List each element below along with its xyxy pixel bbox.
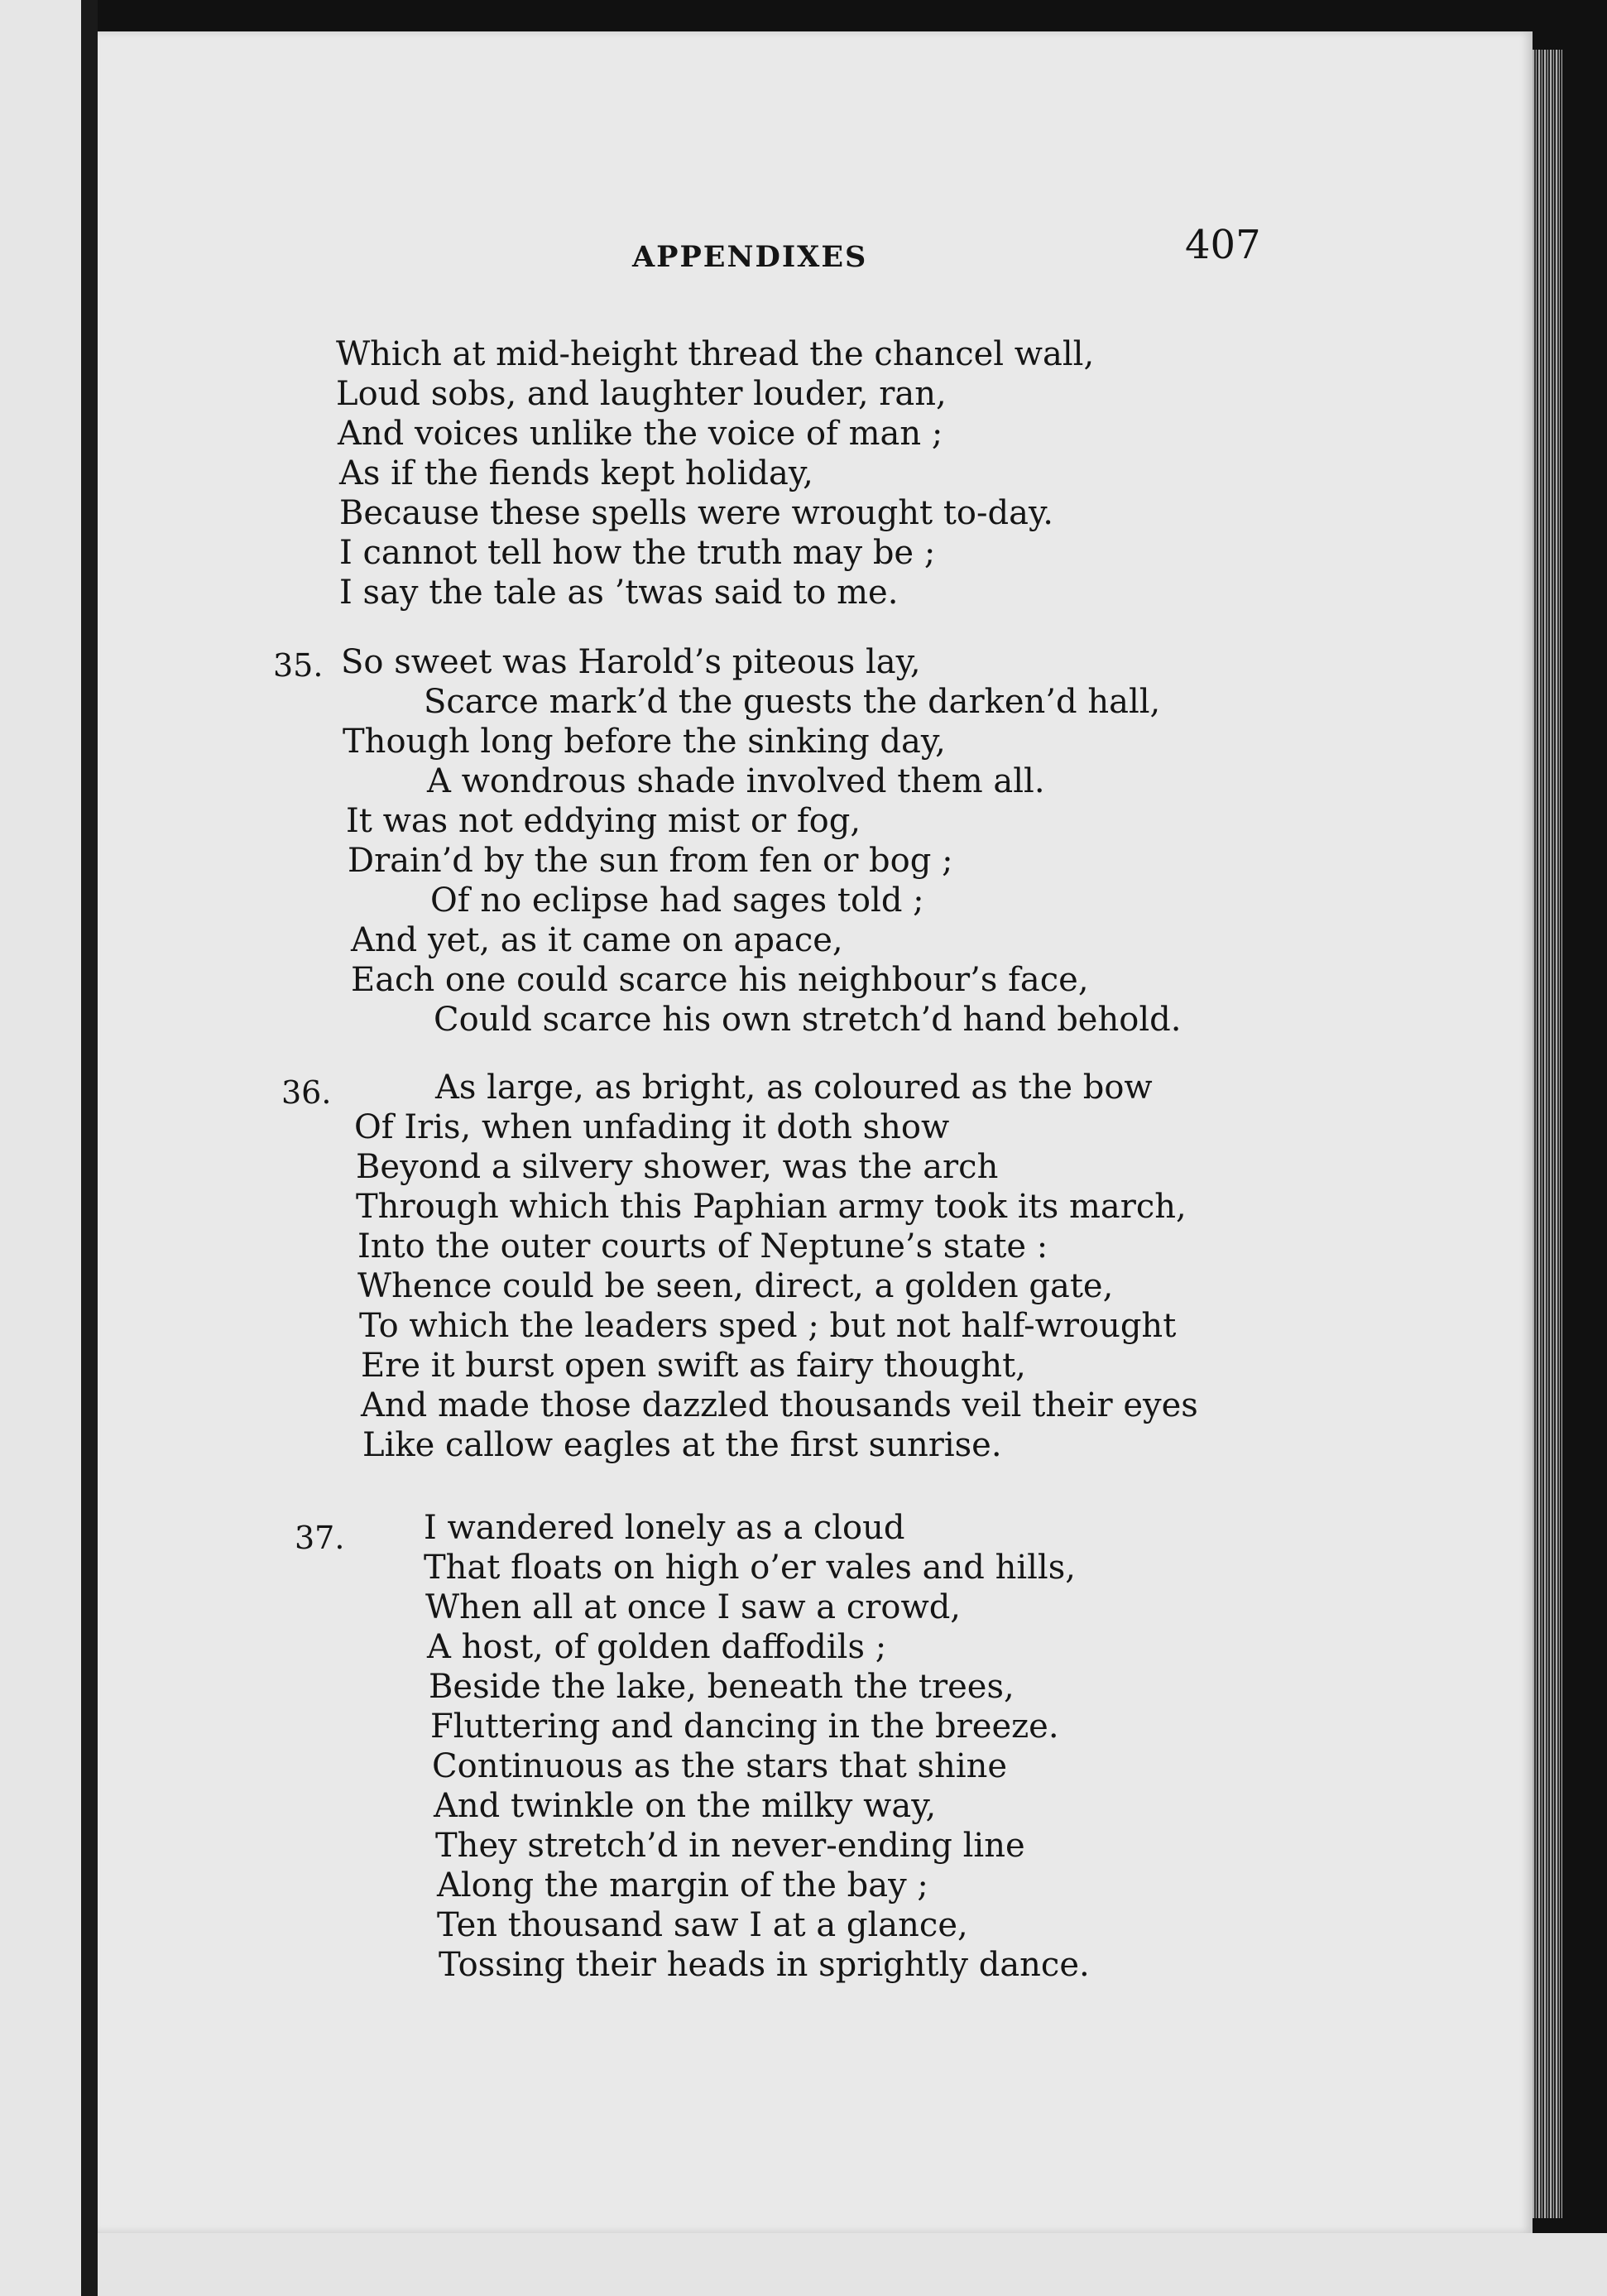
poem-line: And made those dazzled thousands veil their eyes	[361, 1386, 1198, 1424]
poem-line: Each one could scarce his neighbour’s face,	[351, 961, 1089, 999]
poem-line: Along the margin of the bay ;	[437, 1866, 928, 1905]
poem-line: And voices unlike the voice of man ;	[338, 415, 943, 453]
poem-line: Ten thousand saw I at a glance,	[437, 1906, 968, 1944]
poem-line: As large, as bright, as coloured as the bow	[435, 1069, 1153, 1107]
poem-line: Beyond a silvery shower, was the arch	[356, 1148, 999, 1186]
poem-line: Like callow eagles at the first sunrise.	[362, 1426, 1002, 1464]
poem-line: Though long before the sinking day,	[343, 723, 946, 761]
poem-line: I wandered lonely as a cloud	[424, 1509, 905, 1547]
poem-line: Tossing their heads in sprightly dance.	[439, 1946, 1090, 1984]
stanza-number: 35.	[273, 647, 324, 684]
poem-line: They stretch’d in never-ending line	[435, 1827, 1025, 1865]
stanza-number: 37.	[295, 1520, 345, 1556]
poem-line: Could scarce his own stretch’d hand behold.	[434, 1001, 1182, 1039]
page-edge-fray	[1533, 50, 1562, 2218]
poem-line: I cannot tell how the truth may be ;	[339, 534, 936, 572]
poem-line: A wondrous shade involved them all.	[427, 762, 1045, 800]
poem-line: Which at mid-height thread the chancel wall,	[336, 335, 1095, 373]
poem-line: Of no eclipse had sages told ;	[430, 881, 924, 920]
poem-line: Through which this Paphian army took its march,	[356, 1188, 1187, 1226]
poem-line: As if the fiends kept holiday,	[339, 454, 813, 492]
left-page-edge	[0, 0, 98, 2296]
poem-line: And twinkle on the milky way,	[434, 1787, 937, 1825]
bottom-page-band	[98, 2233, 1607, 2296]
poem-line: It was not eddying mist or fog,	[346, 802, 861, 840]
poem-line: Whence could be seen, direct, a golden gate,	[357, 1267, 1114, 1305]
poem-line: I say the tale as ’twas said to me.	[339, 574, 899, 612]
poem-line: Continuous as the stars that shine	[432, 1747, 1008, 1785]
poem-line: Loud sobs, and laughter louder, ran,	[336, 375, 947, 413]
poem-line: That floats on high o’er vales and hills,	[424, 1549, 1076, 1587]
poem-line: When all at once I saw a crowd,	[425, 1588, 962, 1626]
running-head: APPENDIXES	[632, 240, 868, 274]
poem-line: To which the leaders sped ; but not half-wrought	[359, 1307, 1177, 1345]
page-number: 407	[1185, 222, 1261, 268]
poem-line: Fluttering and dancing in the breeze.	[430, 1708, 1059, 1746]
stanza-number: 36.	[281, 1074, 332, 1111]
poem-line: So sweet was Harold’s piteous lay,	[341, 643, 921, 681]
poem-line: Beside the lake, beneath the trees,	[429, 1668, 1015, 1706]
poem-line: And yet, as it came on apace,	[351, 921, 843, 959]
poem-line: Into the outer courts of Neptune’s state :	[357, 1227, 1048, 1266]
poem-line: Because these spells were wrought to-day.	[339, 494, 1053, 532]
poem-line: Scarce mark’d the guests the darken’d hall,	[424, 683, 1161, 721]
poem-line: Of Iris, when unfading it doth show	[354, 1108, 950, 1146]
poem-line: A host, of golden daffodils ;	[427, 1628, 887, 1666]
poem-line: Ere it burst open swift as fairy thought,	[361, 1347, 1026, 1385]
poem-line: Drain’d by the sun from fen or bog ;	[348, 842, 953, 880]
